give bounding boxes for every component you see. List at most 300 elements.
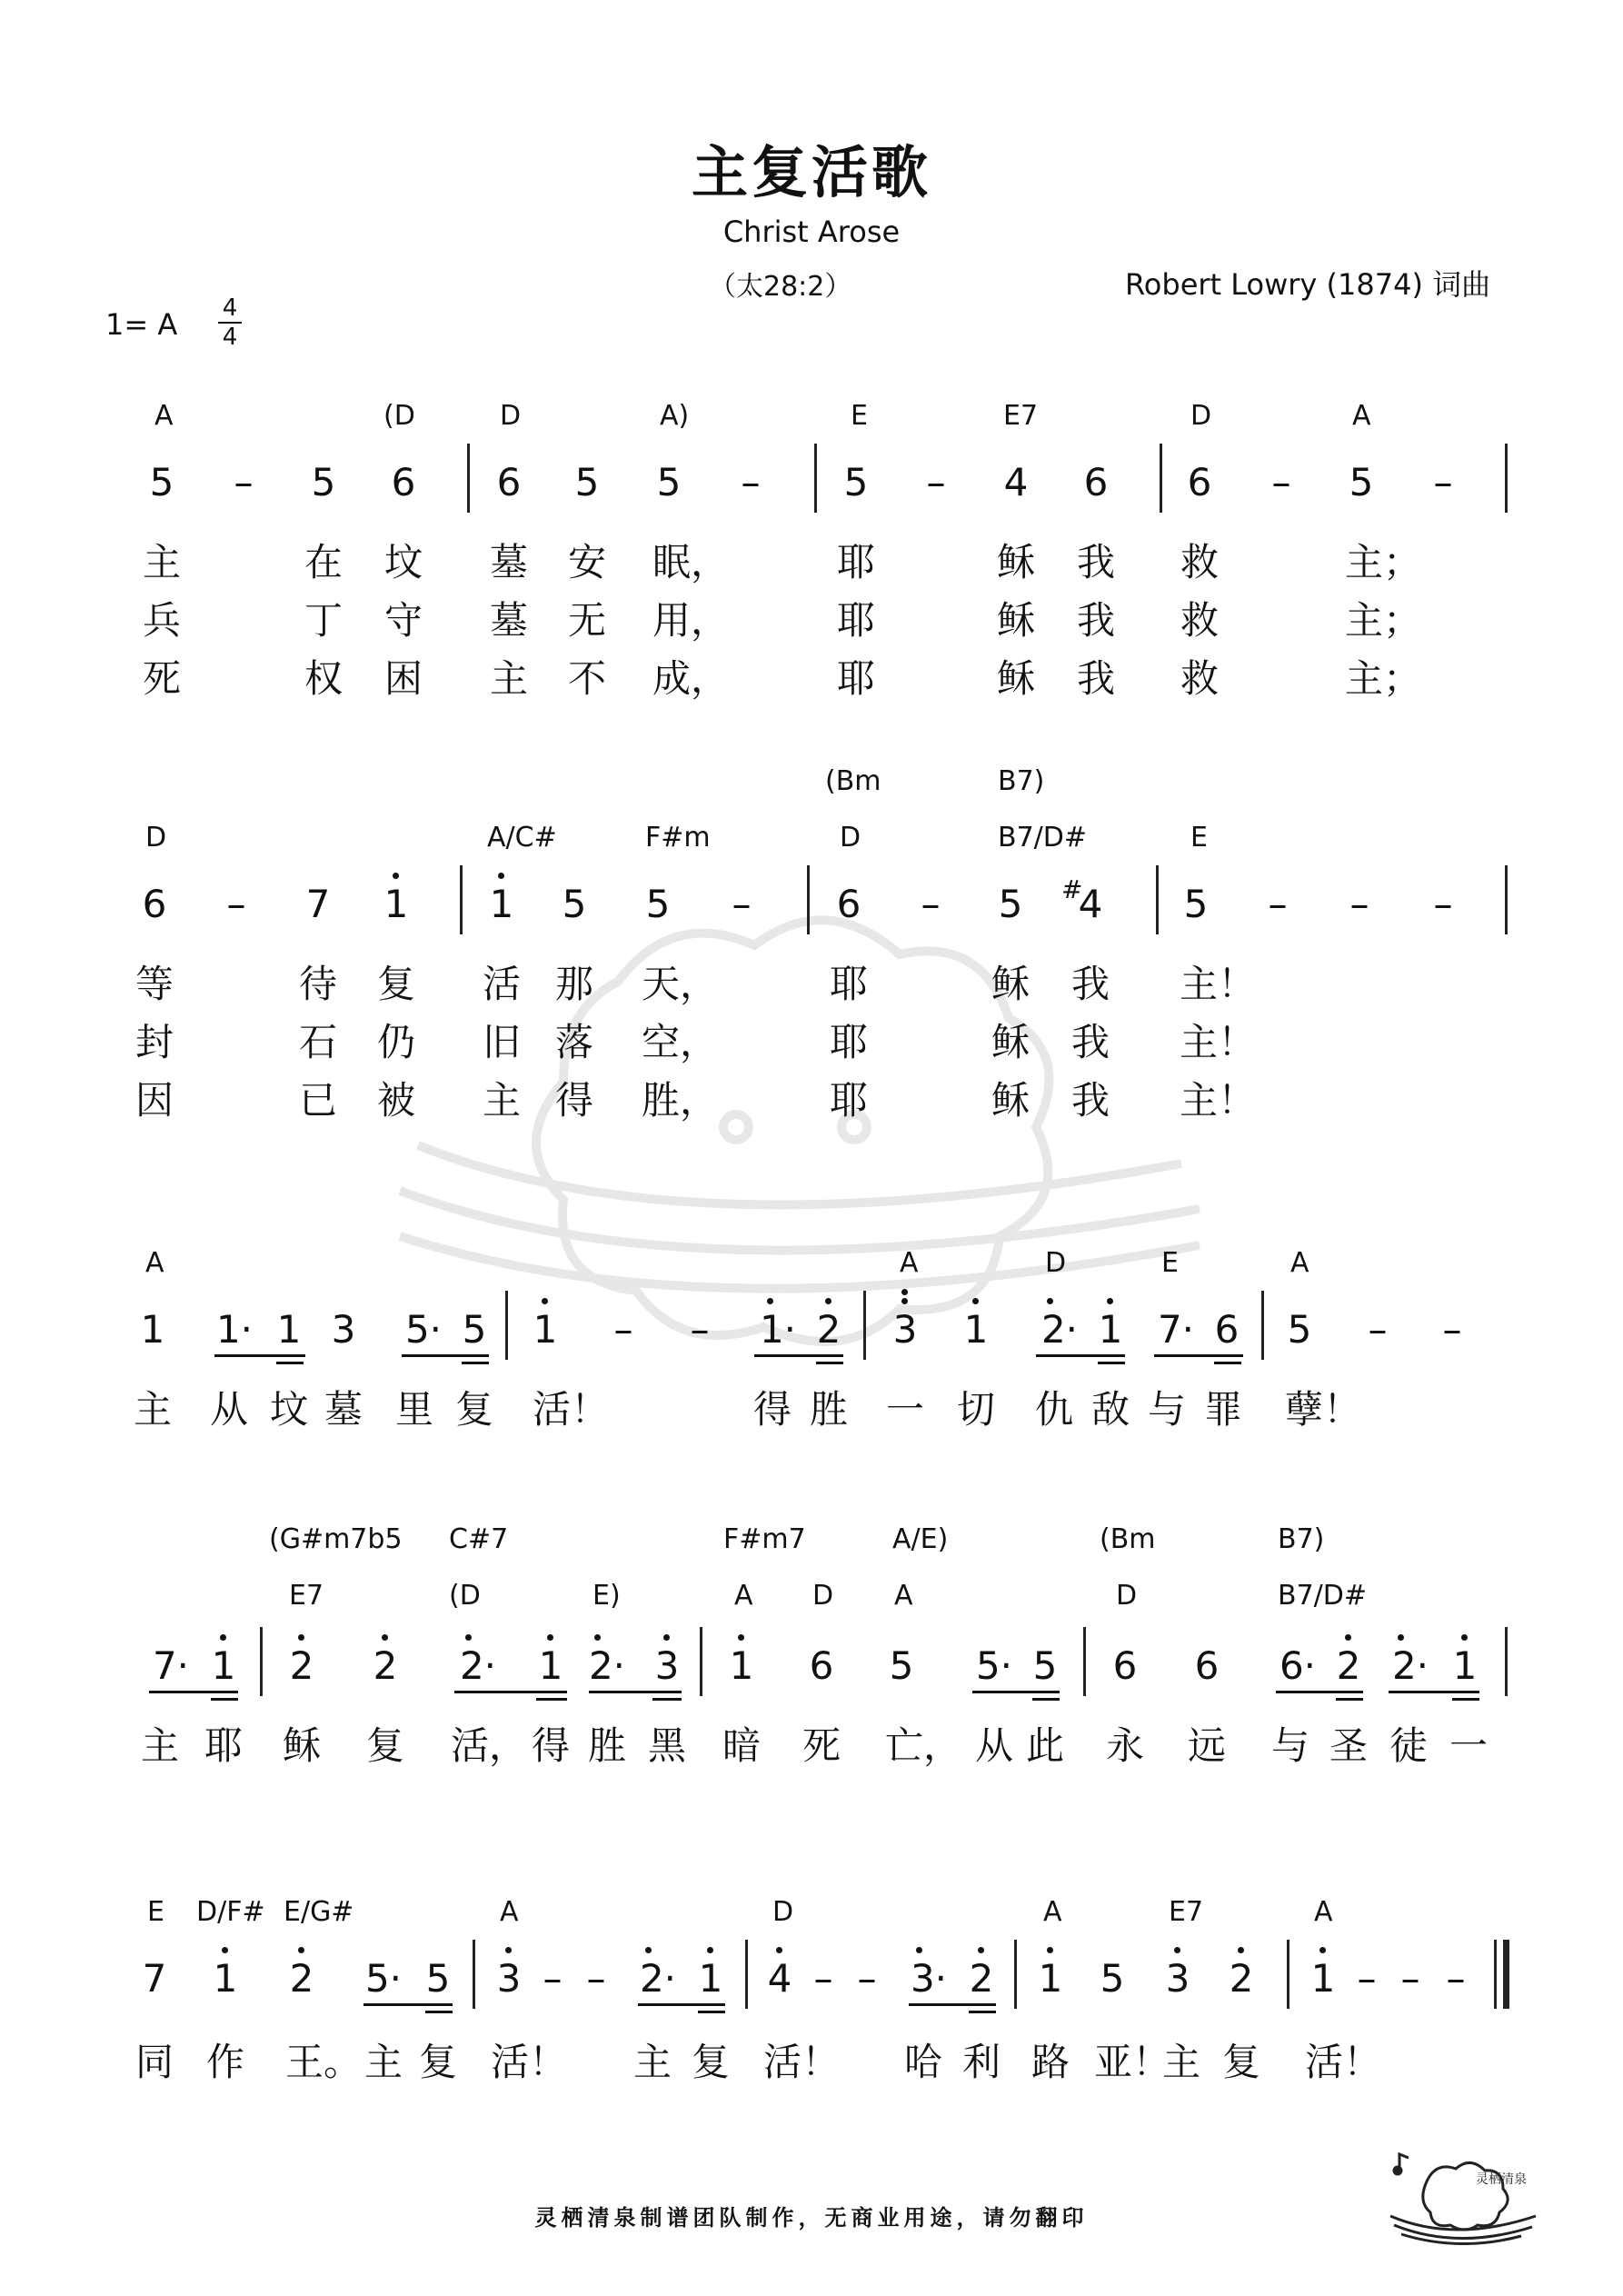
composer-credit: Robert Lowry (1874) 词曲 (1125, 267, 1491, 302)
lyric: 已 (298, 1078, 337, 1123)
lyric: 旧 (482, 1020, 521, 1064)
eighth-underline (1154, 1354, 1243, 1357)
note: – (1446, 1956, 1466, 2001)
lyric: 稣 (282, 1723, 321, 1768)
lyric: 耶 (836, 598, 875, 643)
lyric: 成， (652, 656, 730, 701)
lyric: 圣 (1329, 1723, 1368, 1768)
note: 6 (809, 1643, 834, 1688)
lyric: 稣 (996, 540, 1035, 584)
lyric: 敌 (1090, 1387, 1130, 1432)
note: 5 (1032, 1643, 1058, 1688)
chord: A (894, 1580, 913, 1612)
lyric: 与 (1270, 1723, 1309, 1768)
note: 5 (311, 460, 336, 504)
octave-dot-above (298, 1947, 304, 1953)
barline (260, 1627, 263, 1696)
sixteenth-underline (536, 1698, 567, 1701)
lyric: 得 (752, 1387, 792, 1432)
lyric: 主 (482, 1078, 521, 1123)
barline (863, 1291, 866, 1360)
octave-dot-above (1398, 1634, 1404, 1641)
lyric: 胜， (642, 1078, 719, 1123)
note: 5 (1349, 460, 1374, 504)
note: 1 (1452, 1643, 1478, 1688)
note: – (586, 1956, 606, 2001)
barline (700, 1627, 702, 1696)
lyric: 此 (1025, 1723, 1064, 1768)
note: – (234, 460, 254, 504)
lyric: 兵 (142, 598, 181, 643)
octave-dot-above (901, 1289, 908, 1295)
chord: A (154, 400, 174, 432)
lyric: 切 (956, 1387, 995, 1432)
lyric: 亡， (885, 1723, 962, 1768)
lyric: 无 (567, 598, 606, 643)
octave-dot-above (382, 1634, 388, 1641)
note: 1· (215, 1307, 254, 1352)
note: 3· (910, 1956, 948, 2001)
note: – (921, 882, 941, 926)
lyric: 复 (376, 962, 415, 1006)
lyric: 权 (304, 656, 343, 701)
octave-dot-above (594, 1634, 601, 1641)
note: 6 (836, 882, 861, 926)
chord: A (1352, 400, 1371, 432)
note: 5· (364, 1956, 403, 2001)
note: 2 (816, 1307, 841, 1352)
note: 5 (462, 1307, 487, 1352)
eighth-underline (149, 1691, 238, 1693)
lyric: 主； (1345, 540, 1422, 584)
sixteenth-underline (698, 2011, 725, 2013)
lyric: 我 (1070, 1020, 1110, 1064)
eighth-underline (363, 2003, 453, 2006)
lyric: 困 (383, 656, 423, 701)
sheep-logo-icon (1381, 2136, 1545, 2245)
lyric: 耶 (829, 1078, 868, 1123)
chord: E (1190, 822, 1208, 854)
chord: B7/D# (998, 822, 1088, 854)
lyric: 救 (1180, 540, 1219, 584)
chord: B7/D# (1278, 1580, 1368, 1612)
lyric: 我 (1070, 962, 1110, 1006)
chord: E7 (1169, 1896, 1204, 1928)
lyric: 我 (1070, 1078, 1110, 1123)
lyric: 与 (1147, 1387, 1186, 1432)
lyric: 仍 (376, 1020, 415, 1064)
song-subtitle: Christ Arose (722, 215, 901, 249)
note: 1 (276, 1307, 302, 1352)
barline (814, 444, 817, 513)
chord-upper: F#m7 (723, 1523, 806, 1555)
note: 5 (645, 882, 671, 926)
note: 1 (1310, 1956, 1336, 2001)
lyric: 坟 (383, 540, 423, 584)
octave-dot-above (1107, 1298, 1113, 1304)
lyric: 坟 (269, 1387, 308, 1432)
note: 5 (1287, 1307, 1312, 1352)
barline (1505, 1627, 1508, 1696)
note: – (741, 460, 761, 504)
note: – (1271, 460, 1291, 504)
lyric: 路 (1031, 2040, 1070, 2084)
octave-dot-above (645, 1947, 652, 1953)
time-signature-bottom: 4 (222, 324, 238, 351)
chord: E (147, 1896, 164, 1928)
note: 2· (639, 1956, 677, 2001)
note: 2 (969, 1956, 994, 2001)
lyric: 稣 (991, 962, 1030, 1006)
barline (460, 865, 463, 934)
barline (807, 865, 810, 934)
octave-dot-above (1047, 1947, 1053, 1953)
note: 1 (729, 1643, 754, 1688)
lyric: 从 (974, 1723, 1013, 1768)
octave-dot-above (1238, 1947, 1244, 1953)
lyric: 空， (642, 1020, 719, 1064)
eighth-underline (1036, 1354, 1125, 1357)
note: 1 (383, 882, 409, 926)
sharp-sign: # (1061, 874, 1083, 904)
note: – (857, 1956, 877, 2001)
octave-dot-above (298, 1634, 304, 1641)
note: 6 (1214, 1307, 1240, 1352)
note: 6 (496, 460, 522, 504)
song-title: 主复活歌 (691, 139, 931, 205)
octave-dot-above (1319, 1947, 1326, 1953)
chord: E/G# (284, 1896, 354, 1928)
octave-dot-above (1461, 1634, 1468, 1641)
note: 6 (1194, 1643, 1220, 1688)
barline (505, 1291, 508, 1360)
note: 2 (1229, 1956, 1254, 2001)
lyric: 得 (554, 1078, 593, 1123)
octave-dot-above (222, 1947, 228, 1953)
lyric: 仇 (1034, 1387, 1073, 1432)
octave-dot-above (825, 1298, 831, 1304)
lyric: 活 (482, 962, 521, 1006)
chord: E (851, 400, 868, 432)
lyric: 死 (802, 1723, 841, 1768)
lyric: 活！ (1305, 2040, 1382, 2084)
watermark-sheep-icon (345, 873, 1257, 1382)
lyric: 作 (205, 2040, 244, 2084)
lyric: 封 (134, 1020, 174, 1064)
note: 1· (759, 1307, 797, 1352)
eighth-underline (754, 1354, 843, 1357)
note: 5· (404, 1307, 443, 1352)
chord: D (1045, 1247, 1067, 1279)
octave-dot-above (505, 1947, 512, 1953)
sixteenth-underline (1336, 1698, 1363, 1701)
octave-dot-above (465, 1634, 472, 1641)
note: – (1442, 1307, 1462, 1352)
lyric: 稣 (991, 1078, 1030, 1123)
eighth-underline (1276, 1691, 1363, 1693)
lyric: 我 (1076, 540, 1115, 584)
note: 6· (1279, 1643, 1317, 1688)
sixteenth-underline (276, 1362, 304, 1364)
chord-upper: (G#m7b5 (269, 1523, 403, 1555)
note: 7 (142, 1956, 167, 2001)
key-signature: 1= A (105, 307, 178, 342)
lyric: 主 (133, 1387, 172, 1432)
lyric: 丁 (304, 598, 343, 643)
chord: D (772, 1896, 794, 1928)
note: – (1433, 460, 1453, 504)
lyric: 主 (363, 2040, 403, 2084)
note: 3 (331, 1307, 356, 1352)
note: 3 (892, 1307, 918, 1352)
final-barline-thick (1503, 1940, 1509, 2009)
lyric: 复 (1221, 2040, 1260, 2084)
octave-dot-above (972, 1298, 979, 1304)
lyric: 主； (1345, 598, 1422, 643)
lyric: 因 (134, 1078, 174, 1123)
note: 6 (1083, 460, 1109, 504)
eighth-underline (972, 1691, 1060, 1693)
octave-dot-above (1345, 1634, 1351, 1641)
octave-dot-above (220, 1634, 226, 1641)
lyric: 那 (554, 962, 593, 1006)
lyric: 墓 (489, 540, 528, 584)
lyric: 稣 (996, 598, 1035, 643)
chord: (D (449, 1580, 481, 1612)
lyric: 主； (1345, 656, 1422, 701)
note: – (732, 882, 752, 926)
note: 3 (1165, 1956, 1190, 2001)
chord-upper: B7) (1278, 1523, 1325, 1555)
eighth-underline (454, 1691, 567, 1693)
chord-upper: A/E) (892, 1523, 949, 1555)
note: 6 (142, 882, 167, 926)
lyric: 胜 (587, 1723, 626, 1768)
chord: A (734, 1580, 753, 1612)
chord: A (500, 1896, 519, 1928)
note: – (813, 1956, 833, 2001)
note: 2· (1391, 1643, 1429, 1688)
lyric: 耶 (829, 1020, 868, 1064)
octave-dot-above (498, 873, 504, 879)
note: 5 (998, 882, 1023, 926)
octave-dot-above (547, 1634, 553, 1641)
lyric: 安 (567, 540, 606, 584)
lyric: 同 (134, 2040, 174, 2084)
scripture-reference: （太28:2） (709, 271, 852, 303)
lyric: 我 (1076, 598, 1115, 643)
lyric: 主 (140, 1723, 179, 1768)
note: – (926, 460, 946, 504)
chord: A (1043, 1896, 1062, 1928)
barline (1505, 444, 1508, 513)
note: 5· (975, 1643, 1013, 1688)
note: – (1349, 882, 1369, 926)
chord: D (1116, 1580, 1138, 1612)
note: 5 (1183, 882, 1209, 926)
barline (1083, 1627, 1086, 1696)
lyric: 活！ (491, 2040, 568, 2084)
octave-dot-above (542, 1298, 548, 1304)
barline (1160, 444, 1162, 513)
lyric: 救 (1180, 598, 1219, 643)
octave-dot-above (1174, 1947, 1180, 1953)
chord: E7 (1003, 400, 1039, 432)
lyric: 墓 (324, 1387, 363, 1432)
eighth-underline (402, 1354, 489, 1357)
lyric: 主 (632, 2040, 672, 2084)
eighth-underline (214, 1354, 305, 1357)
lyric: 远 (1187, 1723, 1226, 1768)
lyric: 主！ (1180, 1020, 1257, 1064)
barline (1156, 865, 1159, 934)
lyric: 主 (1161, 2040, 1200, 2084)
octave-dot-above (767, 1298, 773, 1304)
note: 1 (1098, 1307, 1123, 1352)
note: 1 (698, 1956, 723, 2001)
note: 7· (152, 1643, 190, 1688)
octave-dot-above (901, 1298, 908, 1304)
note: 1 (211, 1643, 236, 1688)
lyric: 用， (652, 598, 730, 643)
note: 2 (373, 1643, 398, 1688)
octave-dot-above (738, 1634, 744, 1641)
octave-dot-above (1047, 1298, 1053, 1304)
note: 5 (562, 882, 587, 926)
lyric: 活， (451, 1723, 528, 1768)
sixteenth-underline (816, 1362, 843, 1364)
lyric: 守 (383, 598, 423, 643)
lyric: 稣 (996, 656, 1035, 701)
lyric: 死 (142, 656, 181, 701)
note: 4 (1003, 460, 1029, 504)
lyric: 暗 (722, 1723, 761, 1768)
sixteenth-underline (1032, 1698, 1060, 1701)
lyric: 活！ (763, 2040, 841, 2084)
sixteenth-underline (425, 2011, 453, 2013)
lyric: 胜 (809, 1387, 848, 1432)
barline (473, 1940, 475, 2009)
note: 1 (489, 882, 514, 926)
chord-upper: B7) (998, 765, 1045, 797)
eighth-underline (638, 2003, 725, 2006)
sixteenth-underline (211, 1698, 238, 1701)
chord: F#m (645, 822, 711, 854)
lyric: 利 (961, 2040, 1001, 2084)
lyric: 孽！ (1285, 1387, 1362, 1432)
chord: (D (383, 400, 415, 432)
sixteenth-underline (1098, 1362, 1125, 1364)
lyric: 耶 (836, 656, 875, 701)
footer-credit: 灵栖清泉制谱团队制作，无商业用途，请勿翻印 (534, 2204, 1089, 2231)
octave-dot-above (978, 1947, 984, 1953)
sixteenth-underline (462, 1362, 489, 1364)
lyric: 救 (1180, 656, 1219, 701)
note: 2· (1041, 1307, 1079, 1352)
note: 5 (656, 460, 682, 504)
note: – (543, 1956, 563, 2001)
chord: D (840, 822, 861, 854)
lyric: 罪 (1203, 1387, 1242, 1432)
chord: D (812, 1580, 834, 1612)
chord: D (1190, 400, 1212, 432)
chord: A) (660, 400, 690, 432)
lyric: 一 (885, 1387, 924, 1432)
lyric: 徒 (1389, 1723, 1428, 1768)
chord: D/F# (196, 1896, 265, 1928)
lyric: 待 (298, 962, 337, 1006)
chord-upper: (Bm (1100, 1523, 1156, 1555)
note: – (1400, 1956, 1420, 2001)
note: – (1357, 1956, 1377, 2001)
lyric: 石 (298, 1020, 337, 1064)
note: 1 (213, 1956, 238, 2001)
octave-dot-above (663, 1634, 670, 1641)
note: 5 (574, 460, 600, 504)
barline (1287, 1940, 1289, 2009)
lyric: 复 (365, 1723, 404, 1768)
note: 2· (459, 1643, 497, 1688)
barline (467, 444, 470, 513)
lyric: 主！ (1180, 962, 1257, 1006)
note: 5 (1100, 1956, 1125, 2001)
note: 6 (391, 460, 416, 504)
octave-dot-above (707, 1947, 713, 1953)
sixteenth-underline (652, 1698, 682, 1701)
chord: A/C# (487, 822, 557, 854)
note: 5 (843, 460, 869, 504)
note: 1 (538, 1643, 563, 1688)
lyric: 复 (418, 2040, 457, 2084)
lyric: 黑 (647, 1723, 686, 1768)
lyric: 主 (142, 540, 181, 584)
barline (745, 1940, 748, 2009)
lyric: 王。 (285, 2040, 363, 2084)
lyric: 复 (454, 1387, 493, 1432)
eighth-underline (1389, 1691, 1479, 1693)
eighth-underline (589, 1691, 682, 1693)
lyric: 在 (304, 540, 343, 584)
barline (1014, 1940, 1017, 2009)
note: 1 (963, 1307, 989, 1352)
lyric: 天， (642, 962, 719, 1006)
octave-dot-above (393, 873, 399, 879)
chord: E (1161, 1247, 1179, 1279)
note: 1 (533, 1307, 558, 1352)
note: – (226, 882, 246, 926)
note: 2 (289, 1956, 314, 2001)
note: 5 (425, 1956, 451, 2001)
lyric: 眠， (652, 540, 730, 584)
note: 2 (1336, 1643, 1361, 1688)
lyric: 主 (489, 656, 528, 701)
lyric: 得 (531, 1723, 570, 1768)
note: 1 (140, 1307, 165, 1352)
note: 6 (1112, 1643, 1138, 1688)
note: 3 (654, 1643, 680, 1688)
lyric: 不 (567, 656, 606, 701)
note: 3 (496, 1956, 522, 2001)
chord: A (1314, 1896, 1333, 1928)
note: 4 (1078, 882, 1103, 926)
lyric: 耶 (204, 1723, 243, 1768)
chord: A (145, 1247, 164, 1279)
time-signature (218, 296, 242, 349)
lyric: 一 (1449, 1723, 1488, 1768)
note: – (1368, 1307, 1388, 1352)
note: 7 (305, 882, 331, 926)
lyric: 永 (1105, 1723, 1144, 1768)
